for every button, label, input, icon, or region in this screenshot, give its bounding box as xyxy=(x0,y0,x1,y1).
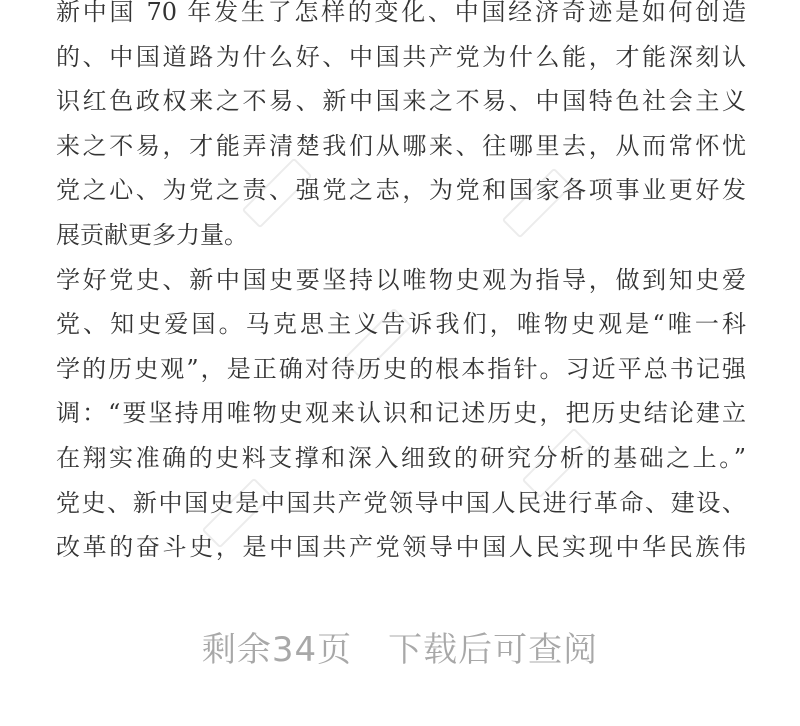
text-line: 党史、新中国史是中国共产党领导中国人民进行革命、建设、 xyxy=(56,488,746,517)
text-line: 展贡献更多力量。 xyxy=(56,220,248,249)
text-line: 调：“要坚持用唯物史观来认识和记述历史，把历史结论建立 xyxy=(56,399,746,428)
text-line: 改革的奋斗史，是中国共产党领导中国人民实现中华民族伟 xyxy=(56,533,746,562)
remaining-pages-label: 剩余34页 xyxy=(201,630,353,670)
document-body xyxy=(56,0,746,570)
text-line: 在翔实准确的史料支撑和深入细致的研究分析的基础之上。” xyxy=(56,443,746,472)
text-line: 学好党史、新中国史要坚持以唯物史观为指导，做到知史爱 xyxy=(56,265,746,294)
text-line: 党之心、为党之责、强党之志，为党和国家各项事业更好发 xyxy=(56,176,746,205)
text-line: 的、中国道路为什么好、中国共产党为什么能，才能深刻认 xyxy=(56,42,746,71)
text-line: 党、知史爱国。马克思主义告诉我们，唯物史观是“唯一科 xyxy=(56,310,746,339)
text-line: 新中国 70 年发生了怎样的变化、中国经济奇迹是如何创造 xyxy=(56,0,746,26)
download-prompt[interactable] xyxy=(0,622,800,671)
text-line: 识红色政权来之不易、新中国来之不易、中国特色社会主义 xyxy=(56,87,746,116)
download-to-view-link[interactable]: 下载后可查阅 xyxy=(388,630,599,670)
text-line: 学的历史观”，是正确对待历史的根本指针。习近平总书记强 xyxy=(56,354,746,383)
text-line: 来之不易，才能弄清楚我们从哪来、往哪里去，从而常怀忧 xyxy=(56,131,746,160)
